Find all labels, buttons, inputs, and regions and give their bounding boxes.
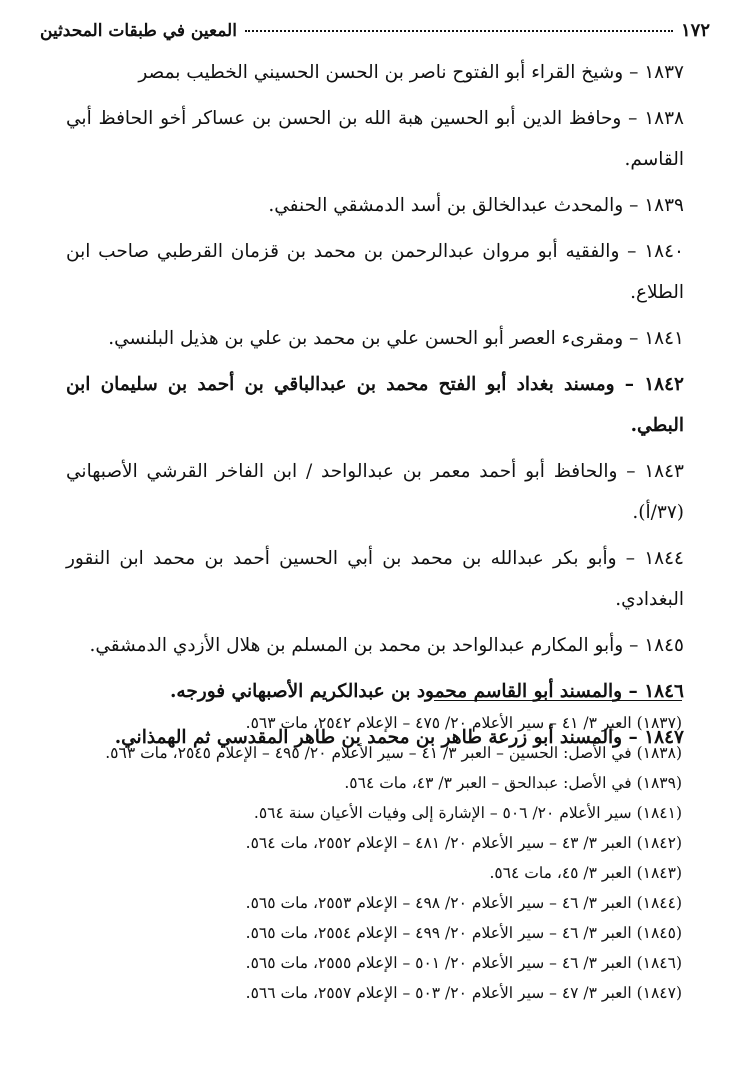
entry-1844: ١٨٤٤ – وأبو بكر عبدالله بن محمد بن أبي الحسين أحمد بن محمد ابن النقور البغدادي. [66, 548, 684, 610]
entry-1842: ١٨٤٢ – ومسند بغداد أبو الفتح محمد بن عبدالباقي بن أحمد بن سليمان ابن البطي. [66, 374, 684, 436]
footnote-1843: (١٨٤٣) العبر ٣/ ٤٥، مات ٥٦٤. [489, 864, 682, 882]
footnote-1839: (١٨٣٩) في الأصل: عبدالحق – العبر ٣/ ٤٣، مات ٥٦٤. [344, 774, 682, 792]
entry-1846: ١٨٤٦ – والمسند أبو القاسم محمود بن عبدالكريم الأصبهاني فورجه. [169, 681, 684, 702]
entry-1845: ١٨٤٥ – وأبو المكارم عبدالواحد بن محمد بن المسلم بن هلال الأزدي الدمشقي. [89, 635, 684, 656]
header-dotted-leader [245, 30, 673, 32]
footnote-1841: (١٨٤١) سير الأعلام ٢٠/ ٥٠٦ – الإشارة إلى وفيات الأعيان سنة ٥٦٤. [253, 804, 682, 822]
entry-1839: ١٨٣٩ – والمحدث عبدالخالق بن أسد الدمشقي الحنفي. [268, 195, 684, 216]
entry-1847: ١٨٤٧ – والمسند أبو زرعة طاهر بن محمد بن طاهر المقدسي ثم الهمذاني. [114, 727, 684, 748]
footnote-1838: (١٨٣٨) في الأصل: الحسين – العبر ٣/ ٤١ – سير الأعلام ٢٠/ ٤٩٥ – الإعلام ٢٥٤٥، مات ٥٦٣. [105, 744, 682, 762]
footnote-1845: (١٨٤٥) العبر ٣/ ٤٦ – سير الأعلام ٢٠/ ٤٩٩ – الإعلام ٢٥٥٤، مات ٥٦٥. [245, 924, 682, 942]
footnote-1837: (١٨٣٧) العبر ٣/ ٤١ – سير الأعلام ٢٠/ ٤٧٥ – الإعلام ٢٥٤٢، مات ٥٦٣. [245, 714, 682, 732]
footnote-1844: (١٨٤٤) العبر ٣/ ٤٦ – سير الأعلام ٢٠/ ٤٩٨ – الإعلام ٢٥٥٣، مات ٥٦٥. [245, 894, 682, 912]
main-text [66, 52, 684, 763]
page-number: ١٧٢ [680, 20, 710, 41]
footnote-separator [434, 700, 682, 701]
entry-1840: ١٨٤٠ – والفقيه أبو مروان عبدالرحمن بن محمد بن قزمان القرطبي صاحب ابن الطلاع. [66, 241, 684, 303]
entry-1838: ١٨٣٨ – وحافظ الدين أبو الحسين هبة الله بن الحسن بن عساكر أخو الحافظ أبي القاسم. [66, 108, 684, 170]
footnotes [66, 708, 682, 1008]
entry-1841: ١٨٤١ – ومقرىء العصر أبو الحسن علي بن محمد بن علي بن هذيل البلنسي. [108, 328, 684, 349]
footnote-1847: (١٨٤٧) العبر ٣/ ٤٧ – سير الأعلام ٢٠/ ٥٠٣ – الإعلام ٢٥٥٧، مات ٥٦٦. [245, 984, 682, 1002]
entry-1837: ١٨٣٧ – وشيخ القراء أبو الفتوح ناصر بن الحسن الحسيني الخطيب بمصر [138, 62, 684, 83]
footnote-1846: (١٨٤٦) العبر ٣/ ٤٦ – سير الأعلام ٢٠/ ٥٠١ – الإعلام ٢٥٥٥، مات ٥٦٥. [245, 954, 682, 972]
footnote-1842: (١٨٤٢) العبر ٣/ ٤٣ – سير الأعلام ٢٠/ ٤٨١ – الإعلام ٢٥٥٢، مات ٥٦٤. [245, 834, 682, 852]
running-header [40, 20, 710, 46]
running-title: المعين في طبقات المحدثين [40, 21, 237, 41]
entry-1843: ١٨٤٣ – والحافظ أبو أحمد معمر بن عبدالواحد / ابن الفاخر القرشي الأصبهاني (٣٧/أ). [66, 461, 684, 523]
